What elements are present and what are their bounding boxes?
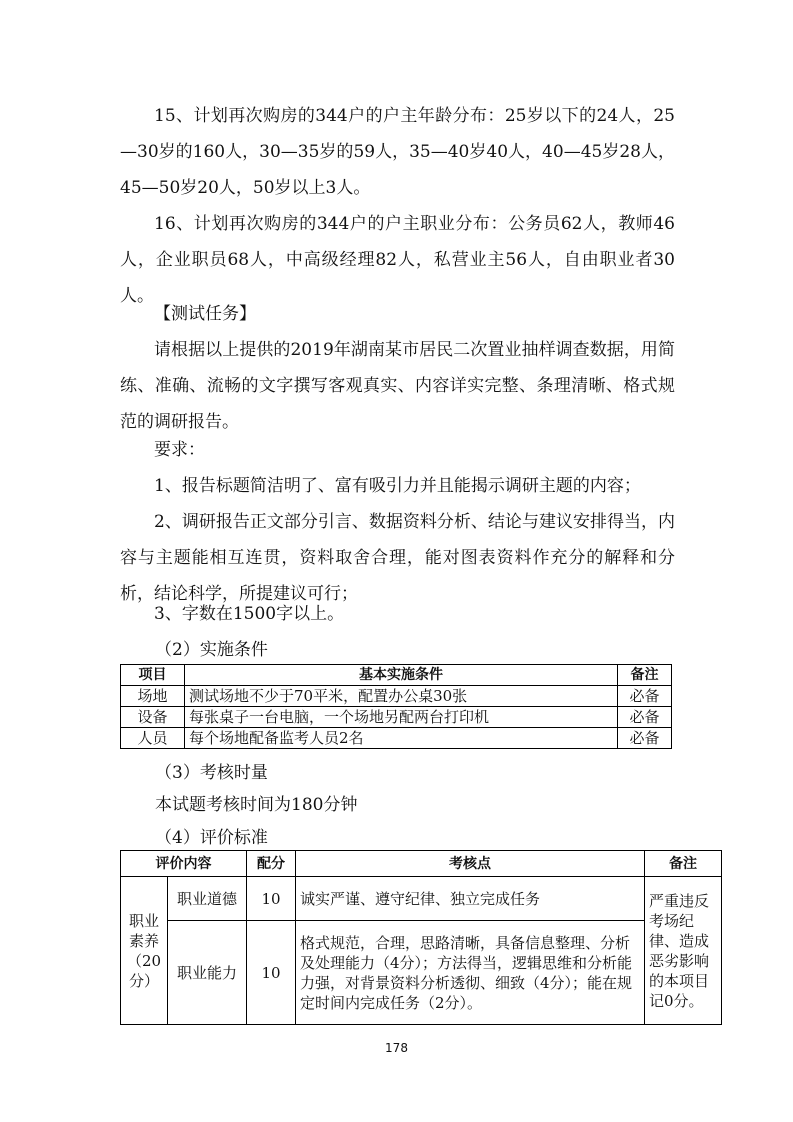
- table-row: [121, 707, 672, 728]
- requirement-2: 2、调研报告正文部分引言、数据资料分析、结论与建议安排得当，内容与主题能相互连贯，资料取舍合理，能对图表资料作充分的解释和分析，结论科学，所提建议可行；: [120, 512, 675, 604]
- table-row: [121, 921, 722, 1025]
- table-cell: 必备: [618, 707, 672, 728]
- table-cell: 必备: [618, 686, 672, 707]
- table-cell: 人员: [121, 728, 185, 749]
- category-cell: 职业素养（20分）: [121, 877, 168, 1025]
- table-header: 评价内容: [121, 851, 247, 877]
- table-cell: 必备: [618, 728, 672, 749]
- table-cell: 场地: [121, 686, 185, 707]
- table-header: 备注: [645, 851, 722, 877]
- table-header: 备注: [618, 665, 672, 686]
- table-cell: 10: [247, 921, 296, 1025]
- table-cell: 10: [247, 877, 296, 921]
- table-row: [121, 877, 722, 921]
- table-cell: 格式规范，合理，思路清晰，具备信息整理、分析及处理能力（4分）；方法得当，逻辑思维和分析能力强，对背景资料分析透彻、细致（4分）；能在规定时间内完成任务（2分）。: [296, 921, 645, 1025]
- table-header: 基本实施条件: [185, 665, 618, 686]
- requirements-heading: 要求：: [154, 440, 205, 460]
- remark-cell: 严重违反考场纪律、造成恶劣影响的本项目记0分。: [645, 877, 722, 1025]
- table-header: 项目: [121, 665, 185, 686]
- evaluation-table: [120, 850, 722, 1025]
- conditions-table: [120, 664, 672, 749]
- exam-duration-text: 本试题考核时间为180分钟: [155, 795, 358, 815]
- table-cell: 设备: [121, 707, 185, 728]
- table-header: 考核点: [296, 851, 645, 877]
- requirement-1: 1、报告标题简洁明了、富有吸引力并且能揭示调研主题的内容；: [154, 476, 641, 496]
- page-number: 178: [385, 1041, 408, 1055]
- section-2-heading: （2）实施条件: [155, 640, 268, 660]
- table-cell: 每张桌子一台电脑，一个场地另配两台打印机: [185, 707, 618, 728]
- paragraph-occupation-distribution: 16、计划再次购房的344户的户主职业分布：公务员62人，教师46人，企业职员68人，中高级经理82人，私营业主56人，自由职业者30人。: [120, 214, 675, 306]
- table-cell: 职业能力: [168, 921, 247, 1025]
- table-header: 配分: [247, 851, 296, 877]
- table-row: [121, 686, 672, 707]
- table-cell: 测试场地不少于70平米，配置办公桌30张: [185, 686, 618, 707]
- table-cell: 诚实严谨、遵守纪律、独立完成任务: [296, 877, 645, 921]
- test-task-description: 请根据以上提供的2019年湖南某市居民二次置业抽样调查数据，用简练、准确、流畅的文字撰写客观真实、内容详实完整、条理清晰、格式规范的调研报告。: [120, 340, 675, 432]
- table-cell: 职业道德: [168, 877, 247, 921]
- section-4-heading: （4）评价标准: [155, 828, 268, 848]
- test-task-heading: 【测试任务】: [154, 304, 256, 324]
- table-row: [121, 728, 672, 749]
- requirement-3: 3、字数在1500字以上。: [154, 604, 345, 624]
- table-cell: 每个场地配备监考人员2名: [185, 728, 618, 749]
- table-header-row: [121, 851, 722, 877]
- paragraph-age-distribution: 15、计划再次购房的344户的户主年龄分布：25岁以下的24人，25—30岁的160人，30—35岁的59人，35—40岁40人，40—45岁28人，45—50岁20人，50岁以上3人。: [120, 106, 675, 198]
- section-3-heading: （3）考核时量: [155, 763, 268, 783]
- table-header-row: [121, 665, 672, 686]
